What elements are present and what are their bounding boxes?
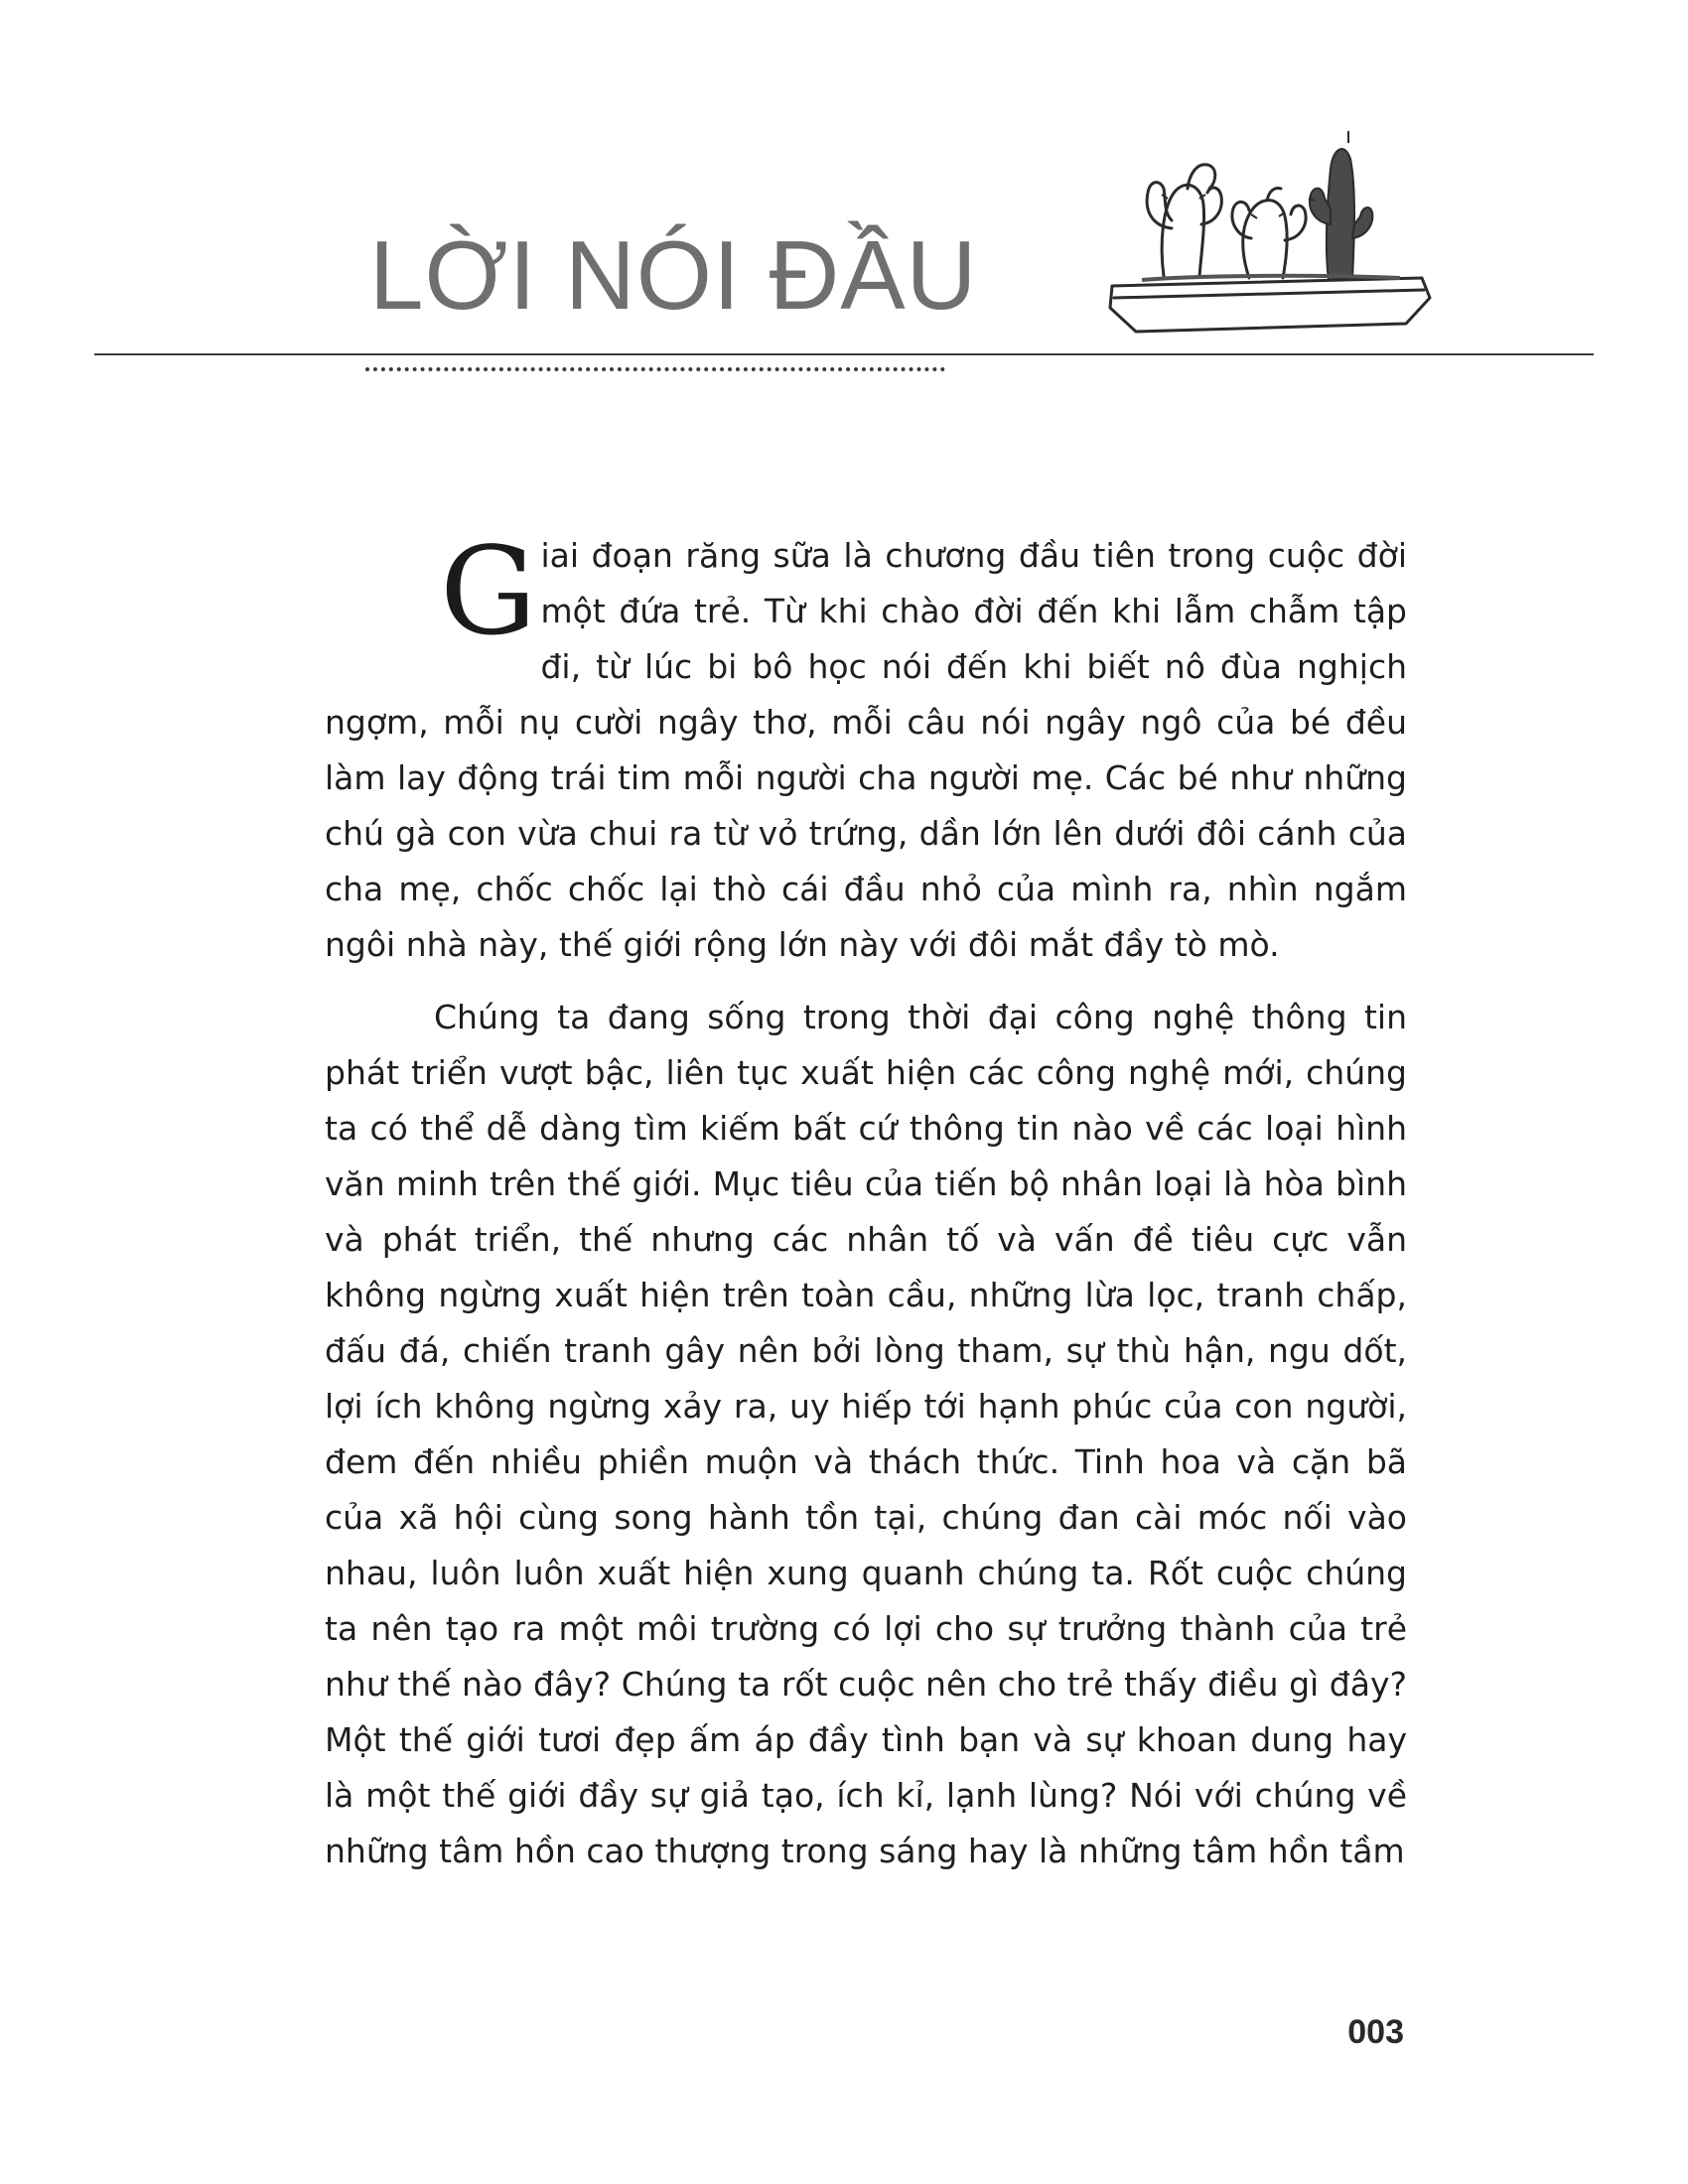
drop-cap: G: [440, 521, 537, 662]
dotted-divider: [365, 367, 945, 371]
page-title: LỜI NÓI ĐẦU: [369, 220, 978, 330]
paragraph-1: [325, 521, 1407, 973]
paragraph-2: Chúng ta đang sống trong thời đại công nghệ thông tin phát triển vượt bậc, liên tục xuất hiện các công nghệ mới, chúng ta có thể dễ dàng tìm kiếm bất cứ thông tin nào về các loại hình văn minh trên thế giới. Mục tiêu của tiến bộ nhân loại là hòa bình và phát triển, thế nhưng các nhân tố và vấn đề tiêu cực vẫn không ngừng xuất hiện trên toàn cầu, những lừa lọc, tranh chấp, đấu đá, chiến tranh gây nên bởi lòng tham, sự thù hận, ngu dốt, lợi ích không ngừng xảy ra, uy hiếp tới hạnh phúc của con người, đem đến nhiều phiền muộn và thách thức. Tinh hoa và cặn bã của xã hội cùng song hành tồn tại, chúng đan cài móc nối vào nhau, luôn luôn xuất hiện xung quanh chúng ta. Rốt cuộc chúng ta nên tạo ra một môi trường có lợi cho sự trưởng thành của trẻ như thế nào đây? Chúng ta rốt cuộc nên cho trẻ thấy điều gì đây? Một thế giới tươi đẹp ấm áp đầy tình bạn và sự khoan dung hay là một thế giới đầy sự giả tạo, ích kỉ, lạnh lùng? Nói với chúng về những tâm hồn cao thượng trong sáng hay là những tâm hồn tầm: [325, 998, 1407, 1870]
header-rule: [94, 353, 1594, 355]
page-number: 003: [1347, 2013, 1404, 2051]
body-text: [325, 521, 1407, 1879]
paragraph-1-text: iai đoạn răng sữa là chương đầu tiên trong cuộc đời một đứa trẻ. Từ khi chào đời đến khi lẫm chẫm tập đi, từ lúc bi bô học nói đến khi biết nô đùa nghịch ngợm, mỗi nụ cười ngây thơ, mỗi câu nói ngây ngô của bé đều làm lay động trái tim mỗi người cha người mẹ. Các bé như những chú gà con vừa chui ra từ vỏ trứng, dần lớn lên dưới đôi cánh của cha mẹ, chốc chốc lại thò cái đầu nhỏ của mình ra, nhìn ngắm ngôi nhà này, thế giới rộng lớn này với đôi mắt đầy tò mò.: [325, 536, 1407, 964]
cactus-pot-icon: [1102, 129, 1440, 342]
